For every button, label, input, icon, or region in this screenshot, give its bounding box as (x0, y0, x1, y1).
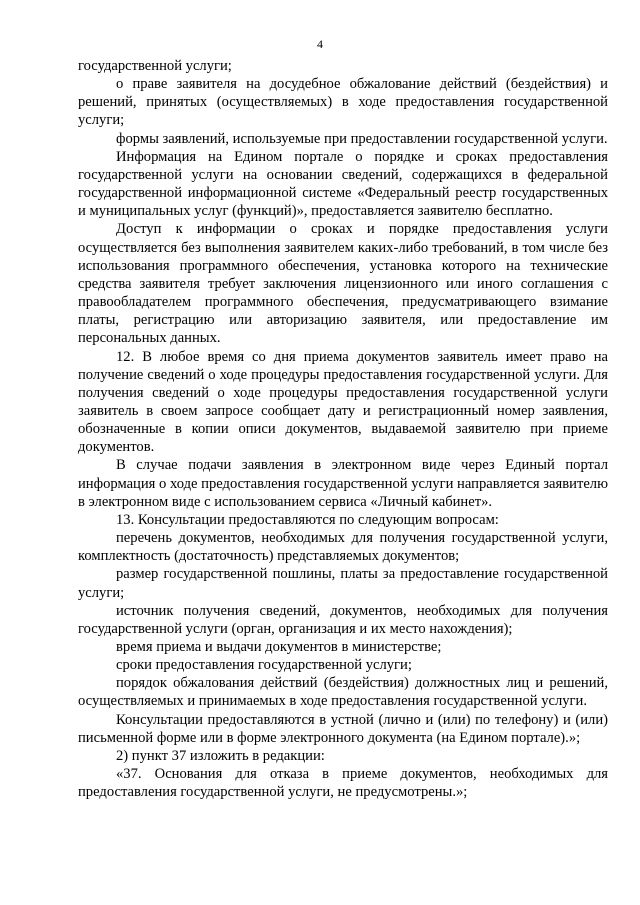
paragraph: «37. Основания для отказа в приеме документов, необходимых для предоставления государственной услуги, не предусмотрены.»; (78, 766, 608, 801)
paragraph: перечень документов, необходимых для получения государственной услуги, комплектность (достаточность) представляемых документов; (78, 530, 608, 565)
paragraph: размер государственной пошлины, платы за предоставление государственной услуги; (78, 566, 608, 601)
paragraph: государственной услуги; (78, 58, 232, 74)
paragraph: В случае подачи заявления в электронном виде через Единый портал информация о ходе предоставления государственной услуги направляется заявителю в электронном виде с использованием сервиса «Личный кабинет». (78, 457, 608, 510)
paragraph: Консультации предоставляются в устной (лично и (или) по телефону) и (или) письменной форме или в форме электронного документа (на Едином портале).»; (78, 711, 608, 746)
paragraph: 13. Консультации предоставляются по следующим вопросам: (116, 511, 499, 528)
page-number: 4 (317, 37, 323, 51)
paragraph: Доступ к информации о сроках и порядке предоставления услуги осуществляется без выполнения заявителем каких-либо требований, в том числе без использования программного обеспечения, установка которого на технические средства заявителя требует заключения лицензионного или иного соглашения с правообладателем программного обеспечения, предусматривающего взимание платы, регистрацию или авторизацию заявителя, или предоставление им персональных данных. (78, 221, 608, 347)
paragraph: 12. В любое время со дня приема документов заявитель имеет право на получение сведений о ходе процедуры предоставления государственной услуги. Для получения сведений о ходе процедуры предоставления государственной услуги заявитель в своем запросе сообщает дату и регистрационный номер заявления, обозначенные в копии описи документов, выдаваемой заявителю при приеме документов. (78, 348, 608, 456)
paragraph: порядок обжалования действий (бездействия) должностных лиц и решений, осуществляемых и принимаемых в ходе предоставления государственной услуги. (78, 675, 608, 710)
paragraph: Информация на Едином портале о порядке и сроках предоставления государственной услуги на основании сведений, содержащихся в федеральной государственной информационной системе «Федеральный реестр государственных и муниципальных услуг (функций)», предоставляется заявителю бесплатно. (78, 148, 608, 220)
document-body (78, 57, 608, 801)
paragraph: время приема и выдачи документов в министерстве; (116, 639, 442, 655)
paragraph: о праве заявителя на досудебное обжалование действий (бездействия) и решений, принятых (осуществляемых) в ходе предоставления государственной услуги; (78, 76, 608, 129)
paragraph: сроки предоставления государственной услуги; (116, 657, 412, 674)
paragraph: источник получения сведений, документов, необходимых для получения государственной услуги (орган, организация и их место нахождения); (78, 602, 608, 637)
paragraph: формы заявлений, используемые при предоставлении государственной услуги. (116, 130, 608, 147)
paragraph: 2) пункт 37 изложить в редакции: (116, 747, 325, 764)
